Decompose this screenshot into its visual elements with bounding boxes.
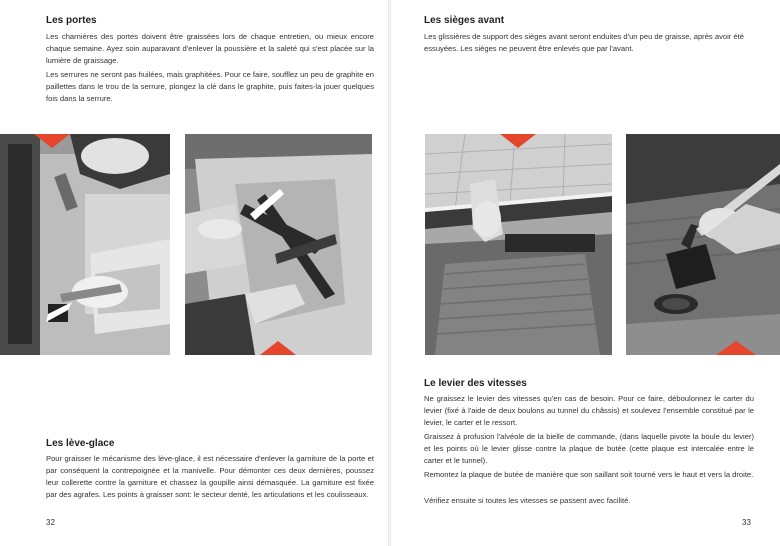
- page-number-left: 32: [46, 518, 55, 527]
- photo-seat-rail: [425, 134, 612, 355]
- photo-window-regulator: [185, 134, 372, 355]
- paragraph-portes-2: Les serrures ne seront pas huilées, mais graphitées. Pour ce faire, soufflez un peu de graphite en paillettes dans le trou de la serrure, plongez la clé dans le graphite, puis faites-la jouer quelques fois dans la serrure.: [46, 70, 374, 103]
- paragraph-portes-1: Les charnières des portes doivent être graissées lors de chaque entretien, ou mieux encore chaque semaine. Ayez soin auparavant d'enlever la poussière et la saleté qui s'est placée sur la lumière de graissage.: [46, 32, 374, 65]
- page-number-right: 33: [742, 518, 751, 527]
- paragraph-levier-1: Ne graissez le levier des vitesses qu'en cas de besoin. Pour ce faire, déboulonnez le carter du levier (fixé à l'aide de deux boulons au tunnel du châssis) et soulevez l'ensemble constitué par le levier, le carter et le ressort.: [424, 394, 754, 427]
- arrow-indicator: [500, 134, 536, 148]
- photo-gear-lever: [626, 134, 780, 355]
- photo-door-hinge: [0, 134, 170, 355]
- arrow-indicator: [34, 134, 70, 148]
- arrow-indicator: [260, 341, 296, 355]
- section-title-sieges: Les sièges avant: [424, 15, 505, 26]
- section-title-portes: Les portes: [46, 15, 97, 26]
- arrow-indicator: [716, 341, 756, 355]
- paragraph-levier-2: Graissez à profusion l'alvéole de la bielle de commande, (dans laquelle pivote la boule du levier) et les points où le levier glisse contre la plaque de butée (cette plaque est intercalée entre le carter et le tunnel).: [424, 432, 754, 465]
- paragraph-sieges: Les glissières de support des sièges avant seront enduites d'un peu de graisse, après avoir été essuyées. Les sièges ne peuvent être enlevés que par l'avant.: [424, 32, 744, 53]
- paragraph-levier-4: Vérifiez ensuite si toutes les vitesses se passent avec facilité.: [424, 496, 631, 505]
- section-title-leve-glace: Les lève-glace: [46, 438, 115, 449]
- paragraph-levier-3: Remontez la plaque de butée de manière que son saillant soit tourné vers le haut et vers la droite.: [424, 470, 754, 479]
- right-page: [390, 0, 780, 546]
- paragraph-leve-glace: Pour graisser le mécanisme des lève-glace, il est nécessaire d'enlever la garniture de la porte et par conséquent la contrepoignée et la manivelle. Pour démonter ces deux dernières, poussez leur collerette contre la garniture et chassez la goupille ainsi démasquée. La garniture est fixée par des agrafes. Les points à graisser sont: le secteur denté, les articulations et les coulisseaux.: [46, 454, 374, 499]
- section-title-levier: Le levier des vitesses: [424, 378, 527, 389]
